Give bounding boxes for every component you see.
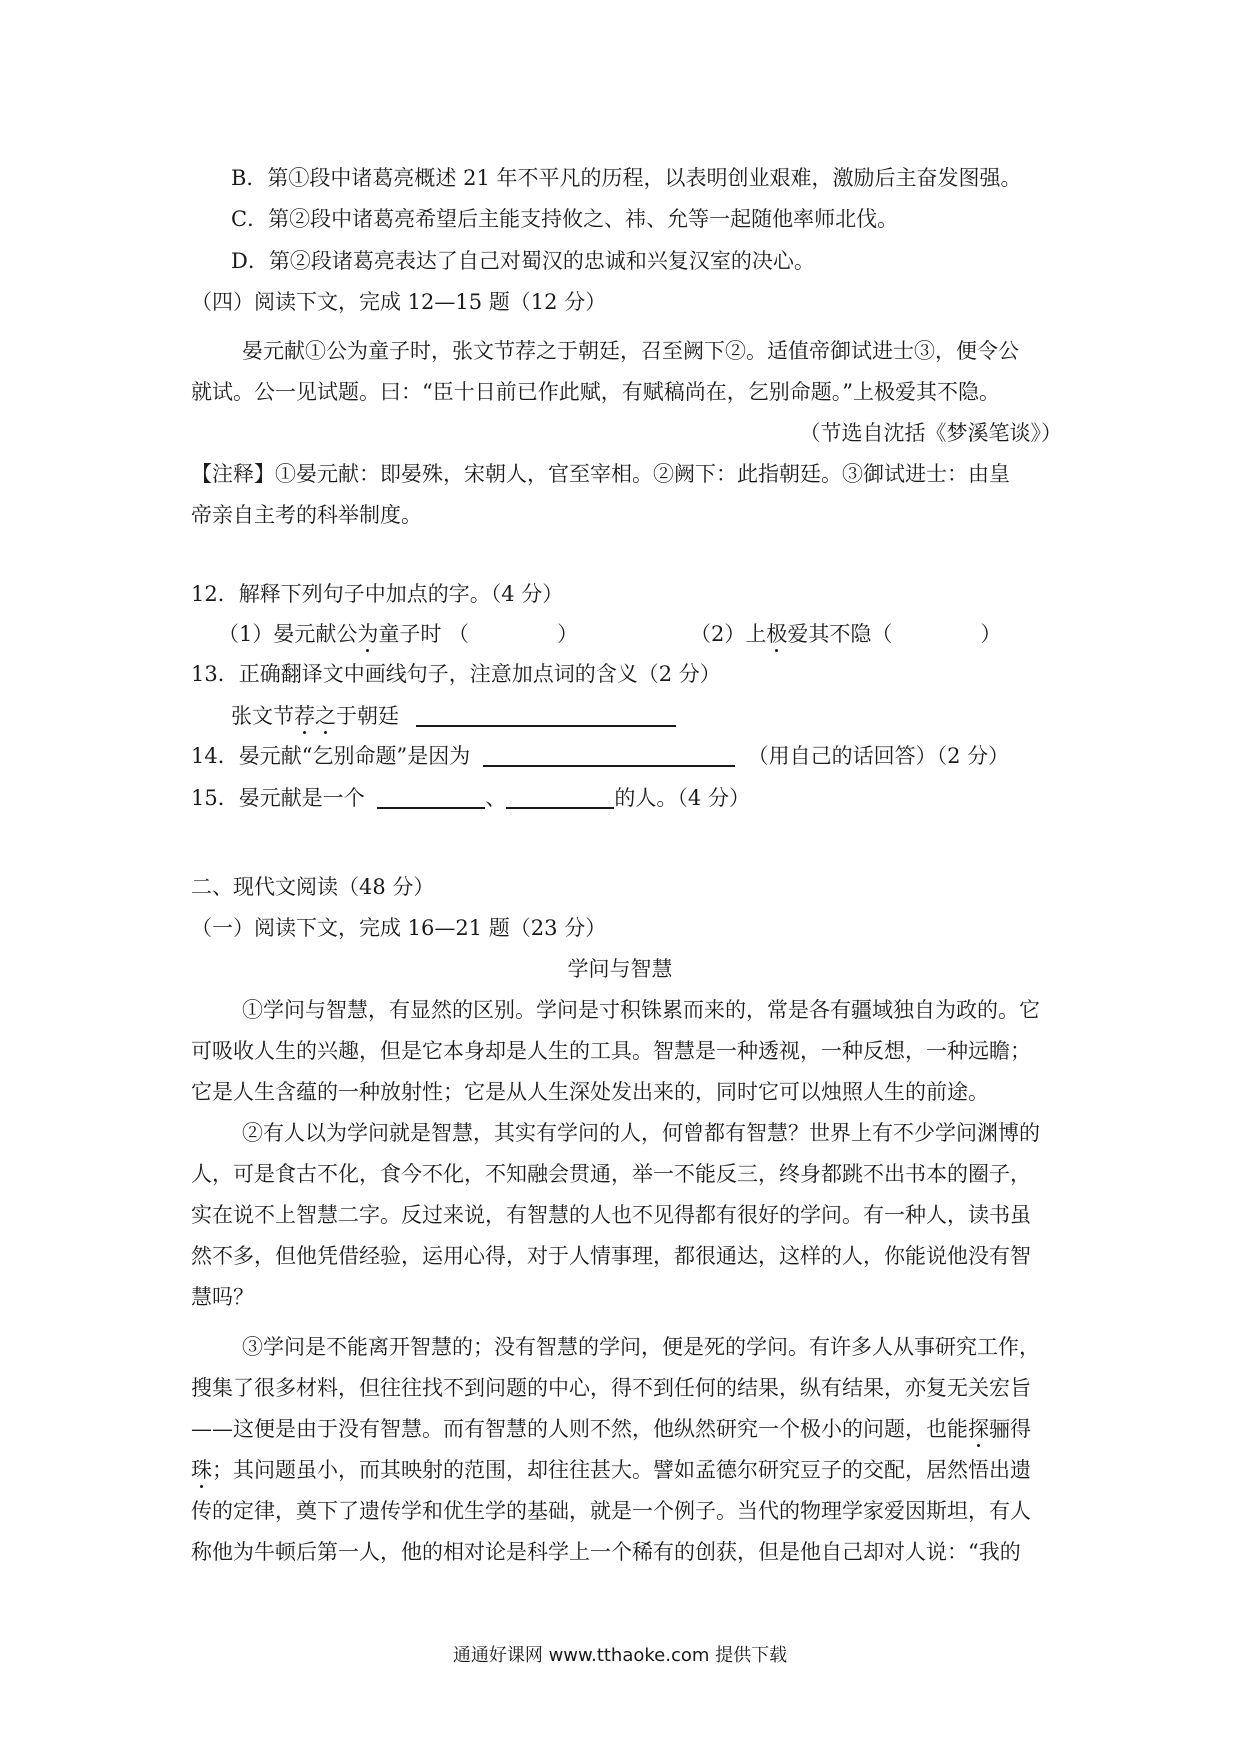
q12-item1-text-a: （1）晏元献公 [218, 622, 358, 646]
q14-text-b: （用自己的话回答）（2 分） [747, 744, 1010, 768]
article-p3-line-2: 搜集了很多材料，但往往找不到问题的中心，得不到任何的结果，纵有结果，亦复无关宏旨 [191, 1376, 1031, 1400]
q12-item2-close-paren: ） [980, 622, 1002, 646]
section4-heading: （四）阅读下文，完成 12—15 题（12 分） [191, 290, 607, 314]
q15-text-b: 的人。（4 分） [614, 786, 750, 810]
p3-line3-text-b: 骊得 [989, 1417, 1031, 1441]
q13-dotted-char-1: 荐 [294, 704, 315, 728]
q14-answer-line[interactable] [483, 745, 735, 767]
part2-heading: 二、现代文阅读（48 分） [191, 875, 435, 899]
article-p3-line-1: ③学问是不能离开智慧的；没有智慧的学问，便是死的学问。有许多人从事研究工作， [242, 1335, 1040, 1359]
option-d: D．第②段诸葛亮表达了自己对蜀汉的忠诚和兴复汉室的决心。 [231, 249, 815, 273]
passage-line-1: 晏元献①公为童子时，张文节荐之于朝廷，召至阙下②。适值帝御试进士③，便令公 [242, 339, 1019, 363]
option-b: B．第①段中诸葛亮概述 21 年不平凡的历程，以表明创业艰难，激励后主奋发图强。 [231, 166, 1022, 190]
option-c: C．第②段中诸葛亮希望后主能支持攸之、祎、允等一起随他率师北伐。 [231, 207, 899, 231]
q12-item1-text-b: 童子时 （ [378, 622, 470, 646]
article-p1-line-2: 可吸收人生的兴趣，但是它本身却是人生的工具。智慧是一种透视，一种反想，一种远瞻； [191, 1039, 1031, 1063]
p3-line4-dotted-char: 珠 [191, 1458, 212, 1482]
article-p1-line-1: ①学问与智慧，有显然的区别。学问是寸积铢累而来的，常是各有疆域独自为政的。它 [242, 998, 1040, 1022]
article-p3-line-5: 传的定律，奠下了遗传学和优生学的基础，就是一个例子。当代的物理学家爱因斯坦，有人 [191, 1499, 1031, 1523]
q13-text-b: 于朝廷 [336, 704, 399, 728]
question-12-stem: 12．解释下列句子中加点的字。（4 分） [191, 582, 564, 606]
article-p3-line-4 [191, 1456, 1061, 1484]
article-p2-line-3: 实在说不上智慧二字。反过来说，有智慧的人也不见得都有很好的学问。有一种人，读书虽 [191, 1203, 1031, 1227]
q12-item1-dotted-char: 为 [357, 622, 379, 646]
question-13-stem: 13．正确翻译文中画线句子，注意加点词的含义（2 分） [191, 662, 721, 686]
p3-line3-dotted-char: 探 [968, 1417, 989, 1441]
q14-text-a: 14．晏元献“乞别命题”是因为 [191, 744, 471, 768]
p3-line4-text: ；其问题虽小，而其映射的范围，却往往甚大。譬如孟德尔研究豆子的交配，居然悟出遗 [212, 1458, 1031, 1482]
q15-text-a: 15．晏元献是一个 [191, 786, 365, 810]
article-p2-line-2: 人，可是食古不化，食今不化，不知融会贯通，举一不能反三，终身都跳不出书本的圈子， [191, 1162, 1031, 1186]
page-footer: 通通好课网 www.tthaoke.com 提供下载 [452, 1645, 788, 1666]
note-line-2: 帝亲自主考的科举制度。 [191, 503, 422, 527]
q13-text-a: 张文节 [231, 704, 294, 728]
question-14 [191, 742, 1061, 770]
q12-item1-close-paren: ） [557, 622, 579, 646]
article-title: 学问与智慧 [567, 957, 673, 981]
article-p3-line-3 [191, 1415, 1061, 1443]
question-12-item-1 [218, 620, 578, 648]
article-p1-line-3: 它是人生含蕴的一种放射性；它是从人生深处发出来的，同时它可以烛照人生的前途。 [191, 1080, 989, 1104]
q15-separator: 、 [485, 786, 507, 810]
article-p2-line-5: 慧吗？ [191, 1285, 254, 1309]
question-15 [191, 784, 1061, 812]
q13-dotted-char-2: 之 [315, 704, 336, 728]
q15-answer-line-2[interactable] [506, 787, 614, 809]
q15-answer-line-1[interactable] [377, 787, 485, 809]
article-p2-line-1: ②有人以为学问就是智慧，其实有学问的人，何曾都有智慧？世界上有不少学问渊博的 [242, 1121, 1040, 1145]
part2-sub-heading: （一）阅读下文，完成 16—21 题（23 分） [191, 916, 607, 940]
q12-item2-text-a: （2）上 [690, 622, 767, 646]
passage-source: （节选自沈括《梦溪笔谈》） [799, 421, 1062, 445]
article-p2-line-4: 然不多，但他凭借经验，运用心得，对于人情事理，都很通达，这样的人，你能说他没有智 [191, 1244, 1031, 1268]
passage-line-2: 就试。公一见试题。曰：“臣十日前已作此赋，有赋稿尚在，乞别命题。”上极爱其不隐。 [191, 380, 1000, 404]
q12-item2-dotted-char: 极 [766, 622, 788, 646]
note-line-1: 【注释】①晏元献：即晏殊，宋朝人，官至宰相。②阙下：此指朝廷。③御试进士：由皇 [191, 462, 1010, 486]
q12-item2-text-b: 爱其不隐（ [787, 622, 893, 646]
article-p3-line-6: 称他为牛顿后第一人，他的相对论是科学上一个稀有的创获，但是他自己却对人说：“我的 [191, 1540, 1021, 1564]
q13-answer-line[interactable] [416, 705, 676, 727]
question-13-sentence [231, 702, 676, 730]
question-12-item-2 [690, 620, 1001, 648]
p3-line3-text-a: ——这便是由于没有智慧。而有智慧的人则不然，他纵然研究一个极小的问题，也能 [191, 1417, 968, 1441]
